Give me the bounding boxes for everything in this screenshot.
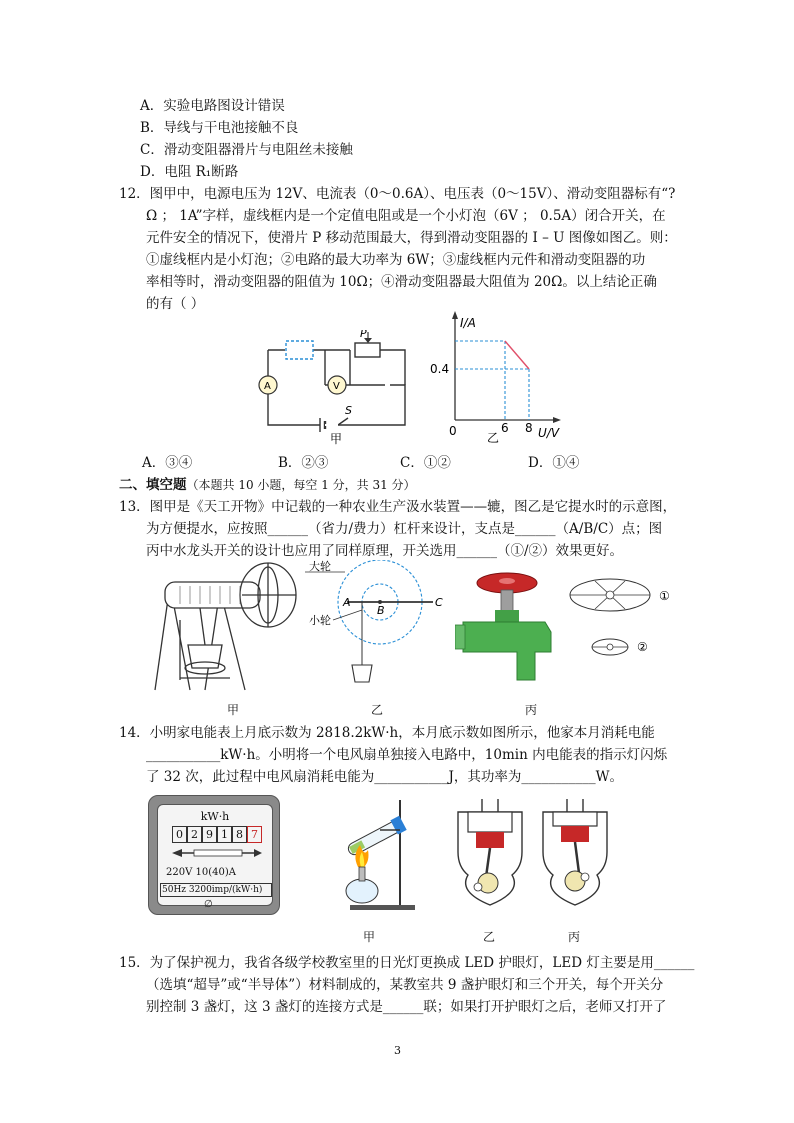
meter-rating: 220V 10(40)A	[166, 867, 236, 878]
meter-spec: 50Hz 3200imp/(kW·h)	[160, 883, 272, 897]
label-a: A	[264, 381, 271, 392]
caption-yi: 乙	[487, 431, 500, 445]
q14-caption-yi: 乙	[483, 930, 496, 944]
meter-digits	[172, 826, 262, 843]
meter-digit: 0	[172, 826, 187, 843]
q13-handle-options	[565, 575, 685, 670]
q12-circuit-figure	[250, 330, 410, 445]
xlabel: U/V	[538, 426, 560, 440]
meter-digit: 9	[202, 826, 217, 843]
q12-line-2: Ω ； 1A”字样，虚线框内是一个定值电阻或是一个小灯泡（6V ； 0.5A）闭合开关，在	[146, 208, 666, 224]
q12-line-1: 12．图甲中，电源电压为 12V、电流表（0～0.6A）、电压表（0～15V）、滑动变阻器标有“?	[119, 186, 676, 202]
small-wheel-label: 小轮	[309, 614, 331, 627]
handle-label-2: ②	[637, 640, 648, 654]
point-b: B	[377, 604, 385, 617]
caption-jia: 甲	[330, 432, 343, 445]
q12-option-d: D．①④	[528, 455, 580, 471]
handle-label-1: ①	[659, 589, 670, 603]
q11-option-d: D．电阻 R₁断路	[140, 164, 239, 180]
q12-line-5: 率相等时，滑动变阻器的阻值为 10Ω；④滑动变阻器最大阻值为 20Ω。以上结论正确	[146, 274, 657, 290]
dashed-element-box	[286, 341, 313, 359]
label-v: V	[333, 381, 340, 392]
meter-face	[157, 804, 273, 906]
q13-wheel-diagram	[305, 560, 465, 690]
q13-faucet-figure	[455, 570, 565, 690]
q14-caption-jia: 甲	[363, 930, 376, 944]
meter-digit: 1	[217, 826, 232, 843]
q12-line-3: 元件安全的情况下，使滑片 P 移动范围最大，得到滑动变阻器的 I – U 图像如图乙。则：	[146, 230, 677, 246]
q15-line-3: 别控制 3 盏灯，这 3 盏灯的连接方式是______联；如果打开护眼灯之后，老师又打开了	[146, 999, 667, 1015]
label-p: P	[360, 330, 367, 340]
point-a: A	[343, 596, 351, 609]
q14-test-tube-figure	[330, 795, 420, 915]
q13-line-1: 13．图甲是《天工开物》中记载的一种农业生产汲水装置——辘，图乙是它提水时的示意图，	[119, 499, 677, 515]
q13-line-3: 丙中水龙头开关的设计也应用了同样原理，开关选用______（①/②）效果更好。	[146, 543, 624, 559]
q12-iu-graph	[425, 305, 565, 445]
label-s: S	[345, 404, 352, 417]
iu-line	[505, 341, 529, 369]
q12-line-4: ①虚线框内是小灯泡；②电路的最大功率为 6W；③虚线框内元件和滑动变阻器的功	[146, 252, 646, 268]
q11-option-a: A．实验电路图设计错误	[140, 98, 285, 114]
section-title: 二、填空题	[119, 477, 187, 493]
ylabel: I/A	[460, 316, 476, 330]
x-tick-8: 8	[525, 421, 533, 435]
point-c: C	[435, 596, 443, 609]
q14-line-3: 了 32 次，此过程中电风扇消耗电能为___________J，其功率为___________W。	[146, 769, 624, 785]
q12-option-c: C．①②	[400, 455, 451, 471]
big-wheel-label: 大轮	[309, 560, 331, 573]
q14-caption-bing: 丙	[568, 930, 581, 944]
meter-digit-decimal: 7	[247, 826, 262, 843]
meter-disc-arrow	[170, 847, 262, 859]
section-note: （本题共 10 小题，每空 1 分，共 31 分）	[186, 478, 416, 492]
q15-line-1: 15．为了保护视力，我省各级学校教室里的日光灯更换成 LED 护眼灯，LED 灯主要是用______	[119, 955, 695, 971]
y-tick: 0.4	[430, 362, 450, 376]
q12-line-6: 的有（ ）	[146, 296, 205, 312]
origin-label: 0	[449, 424, 457, 438]
meter-screw-icon: ∅	[204, 899, 213, 910]
q14-engine-yi	[450, 797, 530, 912]
section-heading	[119, 474, 416, 496]
q15-line-2: （选填“超导”或“半导体”）材料制成的，某教室共 9 盏护眼灯和三个开关，每个开关分	[146, 977, 664, 993]
q11-option-c: C．滑动变阻器滑片与电阻丝未接触	[140, 142, 353, 158]
meter-digit: 8	[232, 826, 247, 843]
meter-unit: kW·h	[200, 810, 230, 823]
q13-caption-jia: 甲	[227, 703, 240, 717]
q12-option-b: B．②③	[278, 455, 329, 471]
x-tick-6: 6	[501, 421, 509, 435]
q14-line-2: ___________kW·h。小明将一个电风扇单独接入电路中，10min 内电能表的指示灯闪烁	[146, 747, 668, 763]
page-number: 3	[394, 1044, 401, 1057]
q14-line-1: 14．小明家电能表上月底示数为 2818.2kW·h，本月底示数如图所示，他家本月消耗电能	[119, 725, 655, 741]
q13-windlass-figure	[150, 560, 315, 695]
q11-option-b: B．导线与干电池接触不良	[140, 120, 299, 136]
q13-caption-yi: 乙	[371, 703, 384, 717]
q12-option-a: A．③④	[142, 455, 193, 471]
q14-engine-bing	[535, 797, 615, 912]
meter-digit: 2	[187, 826, 202, 843]
switch-symbol	[338, 418, 348, 425]
q13-line-2: 为方便提水，应按照______（省力/费力）杠杆来设计，支点是______（A/B/C）点；图	[146, 521, 663, 537]
q13-caption-bing: 丙	[525, 703, 538, 717]
electricity-meter	[148, 795, 280, 915]
rheostat-symbol	[355, 343, 380, 357]
